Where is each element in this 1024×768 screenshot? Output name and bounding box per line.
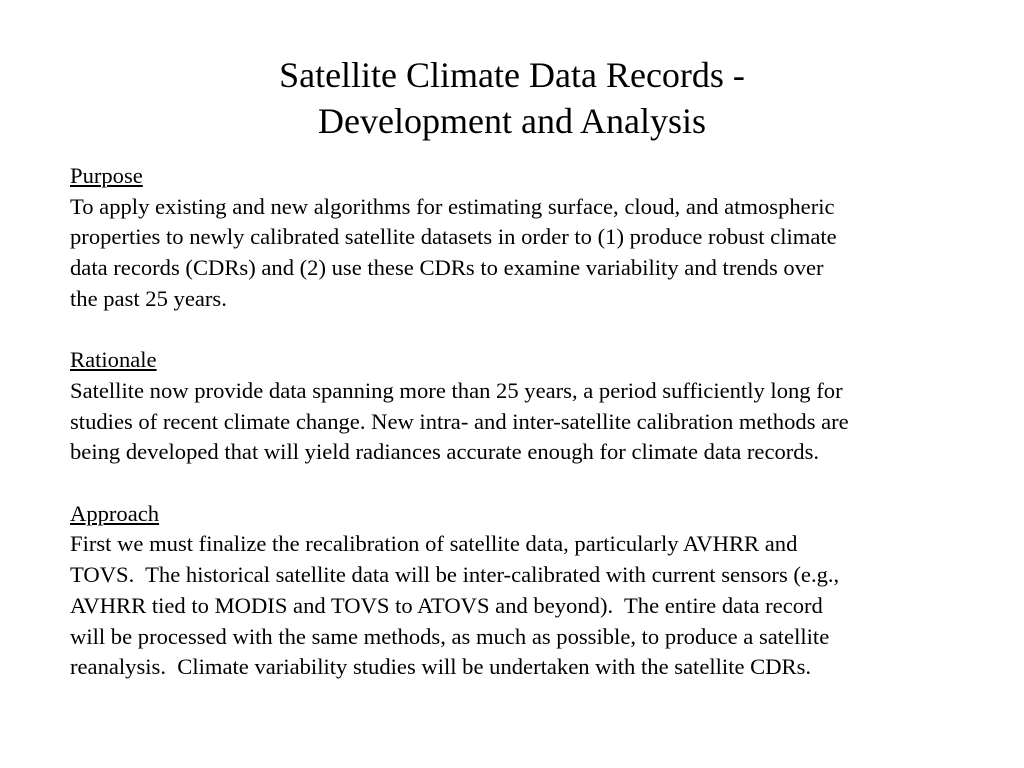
slide-title-line-2: Development and Analysis — [318, 101, 706, 141]
section-heading-approach: Approach — [70, 500, 160, 526]
slide-body — [70, 161, 970, 683]
paragraph-line: will be processed with the same methods, as much as possible, to produce a satellite — [70, 623, 830, 649]
paragraph-line: AVHRR tied to MODIS and TOVS to ATOVS and beyond). The entire data record — [70, 592, 823, 618]
section-approach — [70, 499, 970, 683]
paragraph-line: studies of recent climate change. New intra- and inter-satellite calibration methods are — [70, 408, 849, 434]
section-purpose — [70, 161, 970, 315]
paragraph-line: TOVS. The historical satellite data will be inter-calibrated with current sensors (e.g., — [70, 562, 840, 588]
slide-title — [0, 52, 1024, 144]
paragraph-line: being developed that will yield radiances accurate enough for climate data records. — [70, 439, 820, 465]
paragraph-line: the past 25 years. — [70, 285, 227, 311]
paragraph-line: data records (CDRs) and (2) use these CDRs to examine variability and trends over — [70, 255, 824, 281]
paragraph-line: reanalysis. Climate variability studies will be undertaken with the satellite CDRs. — [70, 654, 812, 680]
paragraph-line: properties to newly calibrated satellite datasets in order to (1) produce robust climate — [70, 224, 837, 250]
section-heading-purpose: Purpose — [70, 163, 143, 188]
section-heading-rationale: Rationale — [70, 347, 157, 373]
paragraph-line: To apply existing and new algorithms for estimating surface, cloud, and atmospheric — [70, 193, 835, 219]
paragraph-line: Satellite now provide data spanning more than 25 years, a period sufficiently long for — [70, 377, 843, 403]
section-rationale — [70, 345, 970, 468]
paragraph-line: First we must finalize the recalibration of satellite data, particularly AVHRR and — [70, 531, 798, 557]
slide-title-line-1: Satellite Climate Data Records - — [279, 55, 745, 95]
